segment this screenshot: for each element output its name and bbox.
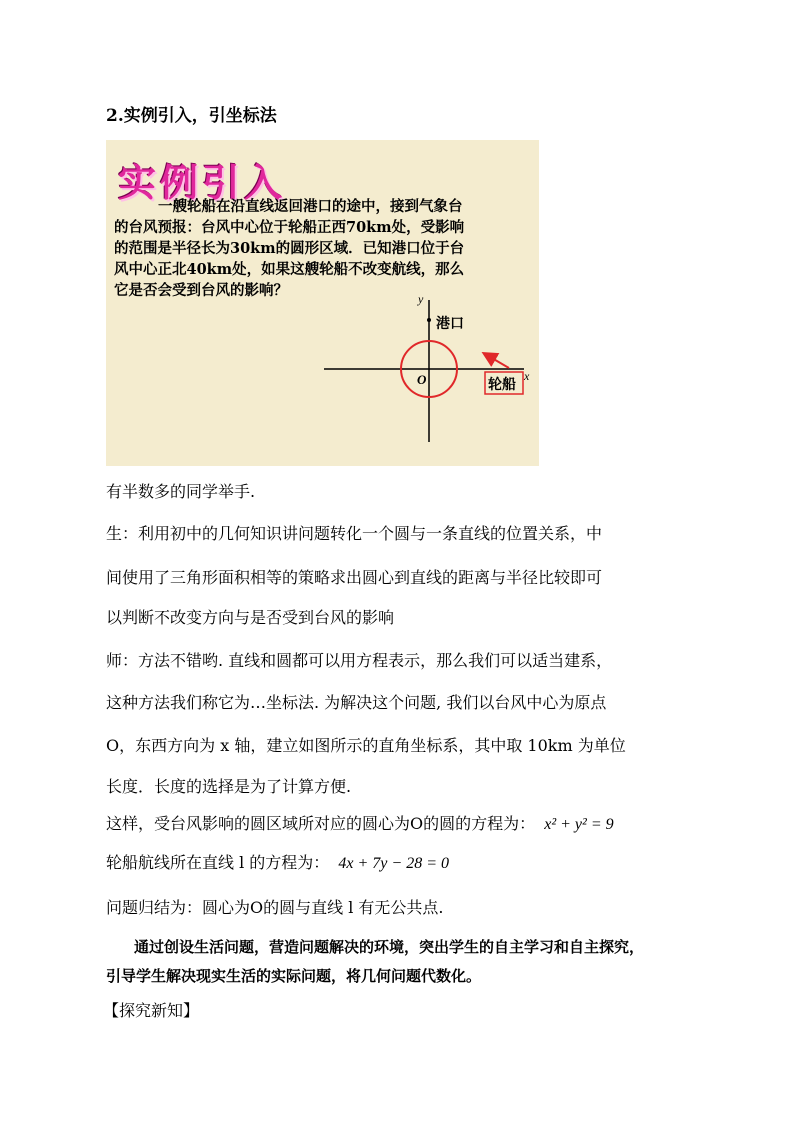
paragraph-line-6: 这种方法我们称它为…坐标法. 为解决这个问题, 我们以台风中心为原点	[106, 693, 607, 712]
problem-line-3: 的范围是半径长为30km的圆形区域．已知港口位于台	[114, 240, 465, 257]
paragraph-line-5: 师：方法不错哟. 直线和圆都可以用方程表示，那么我们可以适当建系，	[106, 651, 613, 670]
paragraph-line-2: 生：利用初中的几何知识讲问题转化一个圆与一条直线的位置关系，中	[106, 524, 603, 543]
paragraph-line-1: 有半数多的同学举手.	[106, 482, 256, 501]
ship-arrow	[485, 354, 509, 368]
paragraph-line-3: 间使用了三角形面积相等的策略求出圆心到直线的距离与半径比较即可	[106, 568, 603, 587]
line-equation: 4x + 7y − 28 = 0	[338, 855, 449, 872]
problem-line-5: 它是否会受到台风的影响？	[114, 282, 288, 299]
section-heading: 2.实例引入，引坐标法	[106, 106, 277, 126]
problem-line-1: 一艘轮船在沿直线返回港口的途中，接到气象台	[158, 198, 463, 215]
circle-equation-line	[106, 814, 614, 835]
line-equation-line	[106, 853, 449, 874]
circle-equation: x² + y² = 9	[544, 816, 614, 833]
paragraph-line-4: 以判断不改变方向与是否受到台风的影响	[106, 608, 395, 627]
teaching-note-line-2: 引导学生解决现实生活的实际问题，将几何问题代数化。	[106, 967, 482, 985]
panel-title: 实例引入	[118, 160, 287, 205]
ship-label: 轮船	[488, 377, 516, 393]
axis-x-label: x	[524, 369, 530, 383]
paragraph-line-7: O，东西方向为 x 轴，建立如图所示的直角坐标系，其中取 10km 为单位	[106, 736, 626, 755]
problem-line-2: 的台风预报：台风中心位于轮船正西70km处，受影响	[114, 219, 465, 236]
teaching-note-line-1: 通过创设生活问题，营造问题解决的环境，突出学生的自主学习和自主探究，	[134, 938, 645, 956]
line-equation-text: 轮船航线所在直线 l 的方程为：	[106, 853, 330, 872]
coordinate-diagram	[106, 140, 539, 466]
problem-line-4: 风中心正北40km处，如果这艘轮船不改变航线，那么	[114, 261, 465, 278]
origin-label: O	[417, 372, 427, 387]
paragraph-line-8: 长度．长度的选择是为了计算方便.	[106, 777, 352, 796]
paragraph-line-11: 问题归结为：圆心为O的圆与直线 l 有无公共点.	[106, 898, 444, 917]
port-point	[427, 318, 431, 322]
example-panel	[106, 140, 539, 466]
port-label: 港口	[436, 316, 464, 332]
axis-y-label: y	[418, 292, 424, 306]
circle-equation-text: 这样，受台风影响的圆区域所对应的圆心为O的圆的方程为：	[106, 814, 536, 833]
section-label: 【探究新知】	[103, 1001, 200, 1020]
